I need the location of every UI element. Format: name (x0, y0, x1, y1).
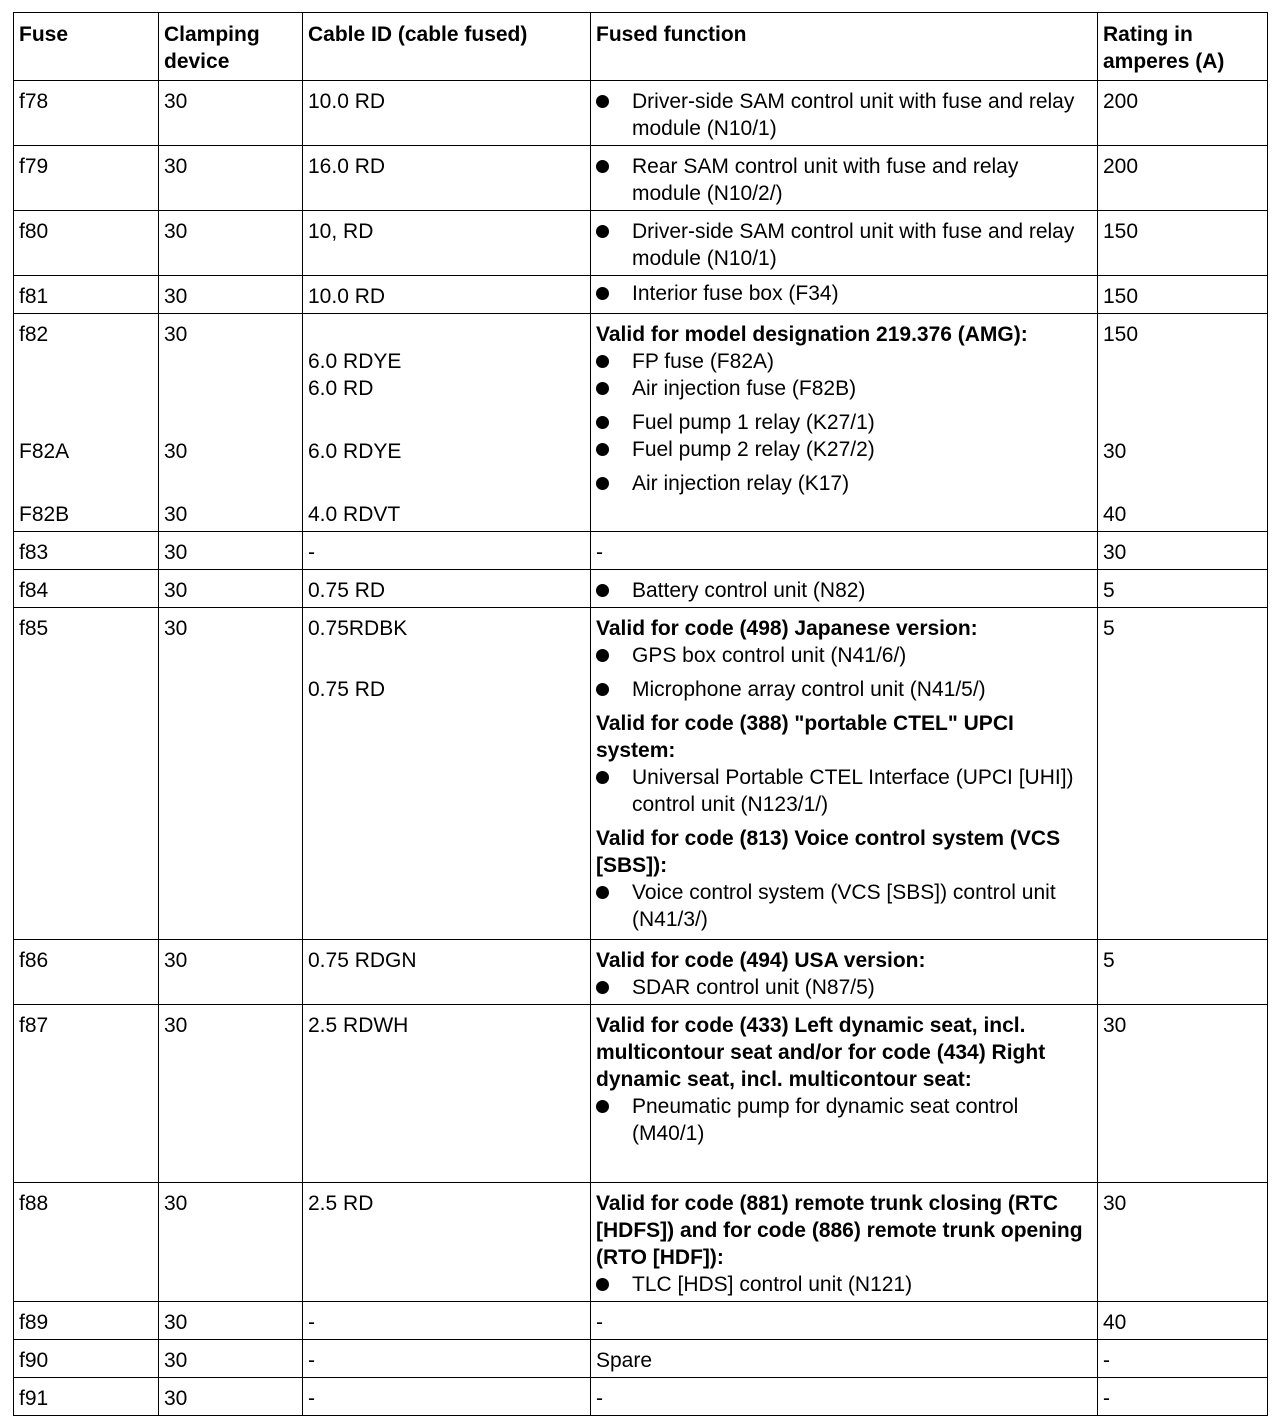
clamp-value: 30 (164, 323, 188, 346)
table-row (14, 940, 1268, 1005)
bullet-text: Air injection fuse (F82B) (632, 377, 857, 400)
bullet-text: Fuel pump 2 relay (K27/2) (632, 438, 875, 461)
bullet-item (596, 409, 1092, 436)
fuse-id: F82A (19, 440, 70, 463)
fuse-cell: f81 (14, 276, 159, 314)
bullet-icon (596, 470, 632, 497)
bullet-item (596, 88, 1092, 142)
cable-cell (303, 314, 591, 532)
rating-cell: 30 (1098, 532, 1268, 570)
table-row (14, 314, 1268, 532)
header-cable-id: Cable ID (cable fused) (303, 13, 591, 81)
table-row (14, 1378, 1268, 1416)
function-cell: - (591, 532, 1098, 570)
bullet-text: Fuel pump 1 relay (K27/1) (632, 411, 875, 434)
clamp-cell: 30 (159, 1005, 303, 1183)
clamp-cell: 30 (159, 1378, 303, 1416)
fuse-cell: f83 (14, 532, 159, 570)
clamp-cell (159, 314, 303, 532)
cable-value: 0.75RDBK (308, 617, 408, 640)
rating-cell: 40 (1098, 1302, 1268, 1340)
clamp-cell: 30 (159, 940, 303, 1005)
fuse-cell: f80 (14, 211, 159, 276)
bullet-text: Universal Portable CTEL Interface (UPCI [UHI]) control unit (N123/1/) (632, 766, 1074, 816)
fuse-cell (14, 314, 159, 532)
validity-heading: Valid for code (388) "portable CTEL" UPCI system: (596, 712, 1014, 762)
rating-cell: - (1098, 1340, 1268, 1378)
rating-value: 30 (1103, 440, 1127, 463)
header-fused-function: Fused function (591, 13, 1098, 81)
bullet-item (596, 1271, 1092, 1298)
function-cell: - (591, 1378, 1098, 1416)
bullet-icon (596, 88, 632, 142)
fuse-cell: f87 (14, 1005, 159, 1183)
cable-cell: 2.5 RDWH (303, 1005, 591, 1183)
fuse-cell: f84 (14, 570, 159, 608)
fuse-table (13, 12, 1268, 1416)
function-cell (591, 81, 1098, 146)
bullet-item (596, 470, 1092, 497)
bullet-icon (596, 409, 632, 436)
header-rating: Rating in amperes (A) (1098, 13, 1268, 81)
function-cell (591, 276, 1098, 314)
bullet-text: FP fuse (F82A) (632, 350, 774, 373)
validity-heading: Valid for model designation 219.376 (AMG): (596, 323, 1028, 346)
clamp-value: 30 (164, 440, 188, 463)
bullet-text: Voice control system (VCS [SBS]) control unit (N41/3/) (632, 881, 1056, 931)
clamp-cell: 30 (159, 146, 303, 211)
cable-value: 6.0 RD (308, 377, 374, 400)
bullet-item (596, 436, 1092, 463)
rating-cell (1098, 314, 1268, 532)
cable-cell: 0.75 RD (303, 570, 591, 608)
validity-heading: Valid for code (494) USA version: (596, 949, 926, 972)
clamp-cell: 30 (159, 1183, 303, 1302)
bullet-text: Microphone array control unit (N41/5/) (632, 678, 986, 701)
fuse-id: F82B (19, 503, 70, 526)
cable-cell: - (303, 1378, 591, 1416)
table-row (14, 1340, 1268, 1378)
validity-heading: Valid for code (813) Voice control system (VCS [SBS]): (596, 827, 1061, 877)
function-cell: - (591, 1302, 1098, 1340)
table-row (14, 211, 1268, 276)
fuse-cell: f78 (14, 81, 159, 146)
bullet-icon (596, 348, 632, 375)
table-row (14, 532, 1268, 570)
function-cell (591, 314, 1098, 532)
clamp-cell: 30 (159, 1302, 303, 1340)
rating-cell: 150 (1098, 211, 1268, 276)
validity-heading: Valid for code (433) Left dynamic seat, incl. multicontour seat and/or for code (434) Right dynamic seat, incl. multicontour seat: (596, 1014, 1046, 1091)
fuse-table-container (13, 12, 1268, 1416)
cable-cell: 2.5 RD (303, 1183, 591, 1302)
cable-cell: 10, RD (303, 211, 591, 276)
fuse-cell: f90 (14, 1340, 159, 1378)
rating-cell: 30 (1098, 1183, 1268, 1302)
cable-cell: 0.75 RDGN (303, 940, 591, 1005)
bullet-item (596, 577, 1092, 604)
bullet-icon (596, 642, 632, 669)
bullet-item (596, 218, 1092, 272)
bullet-text: TLC [HDS] control unit (N121) (632, 1273, 913, 1296)
bullet-icon (596, 1271, 632, 1298)
cable-value: 6.0 RDYE (308, 350, 402, 373)
bullet-text: Driver-side SAM control unit with fuse and relay module (N10/1) (632, 220, 1075, 270)
clamp-cell: 30 (159, 276, 303, 314)
table-row (14, 1302, 1268, 1340)
bullet-text: SDAR control unit (N87/5) (632, 976, 875, 999)
function-cell (591, 146, 1098, 211)
bullet-text: Driver-side SAM control unit with fuse and relay module (N10/1) (632, 90, 1075, 140)
bullet-icon (596, 153, 632, 207)
bullet-text: Interior fuse box (F34) (632, 282, 839, 305)
bullet-text: Battery control unit (N82) (632, 579, 866, 602)
fuse-cell: f79 (14, 146, 159, 211)
bullet-icon (596, 375, 632, 402)
rating-cell: 5 (1098, 608, 1268, 940)
clamp-cell: 30 (159, 81, 303, 146)
bullet-item (596, 764, 1092, 818)
clamp-cell: 30 (159, 532, 303, 570)
clamp-cell: 30 (159, 570, 303, 608)
clamp-value: 30 (164, 503, 188, 526)
clamp-cell: 30 (159, 608, 303, 940)
validity-heading: Valid for code (881) remote trunk closing (RTC [HDFS]) and for code (886) remote trunk opening (RTO [HDF]): (596, 1192, 1083, 1269)
rating-cell: 30 (1098, 1005, 1268, 1183)
table-row (14, 276, 1268, 314)
bullet-text: Air injection relay (K17) (632, 472, 850, 495)
cable-cell: 10.0 RD (303, 81, 591, 146)
function-cell: Spare (591, 1340, 1098, 1378)
bullet-icon (596, 218, 632, 272)
function-cell (591, 608, 1098, 940)
cable-value: 6.0 RDYE (308, 440, 402, 463)
fuse-id: f82 (19, 323, 49, 346)
header-row (14, 13, 1268, 81)
rating-cell: 150 (1098, 276, 1268, 314)
cable-value: 0.75 RD (308, 678, 386, 701)
function-cell (591, 940, 1098, 1005)
bullet-item (596, 879, 1092, 933)
cable-cell: 16.0 RD (303, 146, 591, 211)
cable-cell: - (303, 1340, 591, 1378)
bullet-text: Rear SAM control unit with fuse and relay module (N10/2/) (632, 155, 1019, 205)
function-cell (591, 570, 1098, 608)
bullet-icon (596, 280, 632, 307)
fuse-cell: f88 (14, 1183, 159, 1302)
bullet-text: Pneumatic pump for dynamic seat control (M40/1) (632, 1095, 1019, 1145)
bullet-icon (596, 764, 632, 818)
fuse-cell: f86 (14, 940, 159, 1005)
rating-value: 150 (1103, 323, 1139, 346)
bullet-item (596, 974, 1092, 1001)
bullet-item (596, 676, 1092, 703)
rating-cell: 200 (1098, 146, 1268, 211)
rating-value: 40 (1103, 503, 1127, 526)
bullet-icon (596, 436, 632, 463)
cable-cell: 10.0 RD (303, 276, 591, 314)
bullet-item (596, 375, 1092, 402)
fuse-cell: f85 (14, 608, 159, 940)
bullet-item (596, 348, 1092, 375)
validity-heading: Valid for code (498) Japanese version: (596, 617, 978, 640)
table-row (14, 1183, 1268, 1302)
rating-cell: 5 (1098, 940, 1268, 1005)
function-cell (591, 1005, 1098, 1183)
bullet-item (596, 642, 1092, 669)
bullet-icon (596, 1093, 632, 1147)
clamp-cell: 30 (159, 1340, 303, 1378)
cable-cell: - (303, 532, 591, 570)
bullet-icon (596, 879, 632, 933)
bullet-item (596, 280, 1092, 307)
bullet-text: GPS box control unit (N41/6/) (632, 644, 907, 667)
bullet-item (596, 153, 1092, 207)
fuse-cell: f89 (14, 1302, 159, 1340)
table-row (14, 570, 1268, 608)
bullet-icon (596, 974, 632, 1001)
table-row (14, 608, 1268, 940)
table-row (14, 81, 1268, 146)
cable-cell (303, 608, 591, 940)
rating-cell: - (1098, 1378, 1268, 1416)
clamp-cell: 30 (159, 211, 303, 276)
header-clamping-device: Clamping device (159, 13, 303, 81)
cable-value: 4.0 RDVT (308, 503, 401, 526)
cable-cell: - (303, 1302, 591, 1340)
header-fuse: Fuse (14, 13, 159, 81)
rating-cell: 5 (1098, 570, 1268, 608)
table-row (14, 146, 1268, 211)
table-row (14, 1005, 1268, 1183)
function-cell (591, 1183, 1098, 1302)
fuse-cell: f91 (14, 1378, 159, 1416)
bullet-item (596, 1093, 1092, 1147)
bullet-icon (596, 577, 632, 604)
rating-cell: 200 (1098, 81, 1268, 146)
bullet-icon (596, 676, 632, 703)
function-cell (591, 211, 1098, 276)
